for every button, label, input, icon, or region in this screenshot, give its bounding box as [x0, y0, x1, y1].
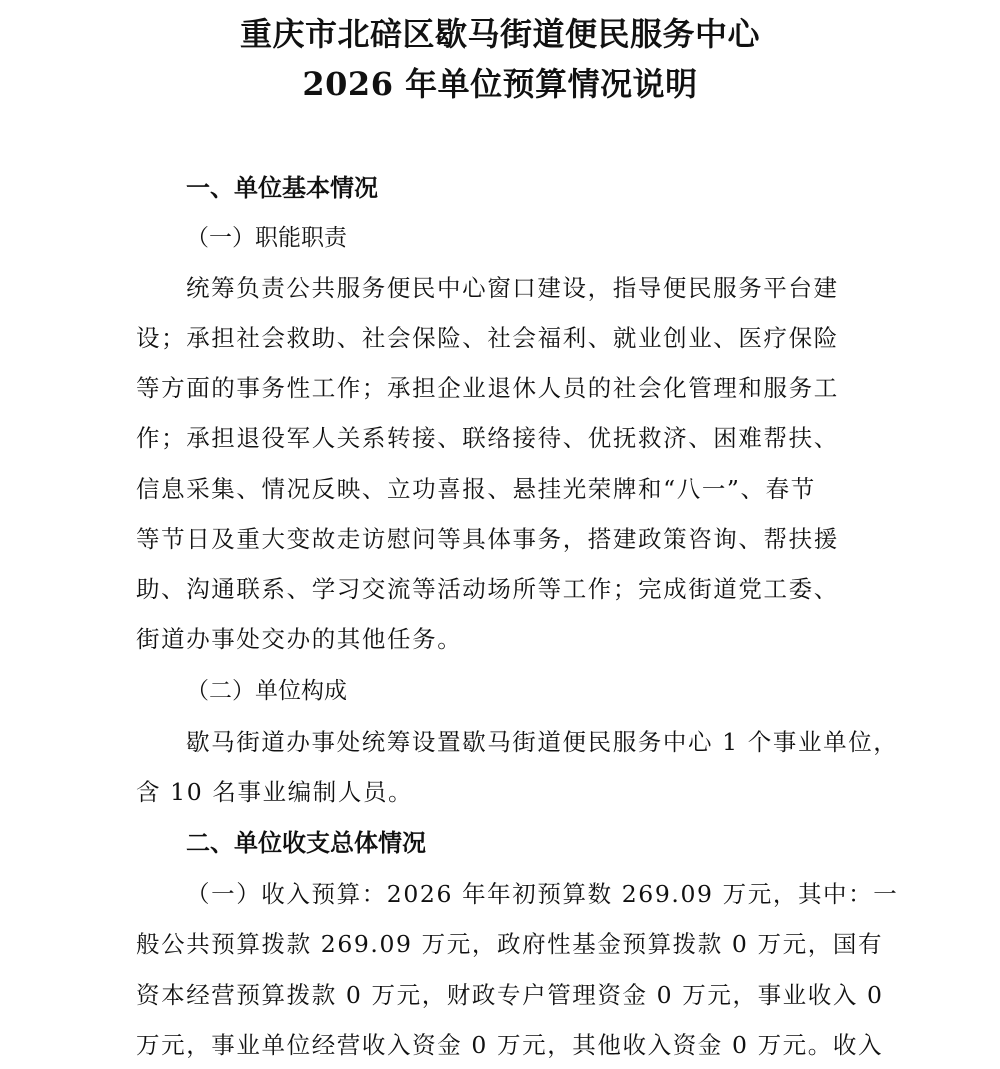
subsection-1-1-heading: （一）职能职责 [186, 225, 347, 251]
paragraph-line: 作；承担退役军人关系转接、联络接待、优抚救济、困难帮扶、 [136, 424, 839, 452]
document-title-line-1: 重庆市北碚区歇马街道便民服务中心 [239, 15, 760, 53]
section-2-heading: 二、单位收支总体情况 [186, 829, 426, 857]
paragraph-line: 资本经营预算拨款 0 万元，财政专户管理资金 0 万元，事业收入 0 [136, 981, 884, 1009]
paragraph-line: 统筹负责公共服务便民中心窗口建设，指导便民服务平台建 [186, 274, 839, 302]
paragraph-line: 等节日及重大变故走访慰问等具体事务，搭建政策咨询、帮扶援 [136, 525, 839, 553]
paragraph-line: 设；承担社会救助、社会保险、社会福利、就业创业、医疗保险 [136, 324, 839, 352]
section-1-heading: 一、单位基本情况 [186, 174, 378, 202]
paragraph-line: 含 10 名事业编制人员。 [136, 778, 414, 806]
paragraph-line: 助、沟通联系、学习交流等活动场所等工作；完成街道党工委、 [136, 575, 839, 603]
paragraph-line: 街道办事处交办的其他任务。 [136, 625, 463, 653]
paragraph-line: 等方面的事务性工作；承担企业退休人员的社会化管理和服务工 [136, 374, 839, 402]
paragraph-line: 歇马街道办事处统筹设置歇马街道便民服务中心 1 个事业单位， [186, 728, 899, 756]
document-title-line-2: 2026 年单位预算情况说明 [302, 65, 698, 103]
paragraph-line: 信息采集、情况反映、立功喜报、悬挂光荣牌和“八一”、春节 [136, 475, 816, 503]
paragraph-line: 万元，事业单位经营收入资金 0 万元，其他收入资金 0 万元。收入 [136, 1031, 884, 1059]
paragraph-line: （一）收入预算：2026 年年初预算数 269.09 万元，其中：一 [186, 880, 899, 908]
paragraph-line: 般公共预算拨款 269.09 万元，政府性基金预算拨款 0 万元，国有 [136, 930, 884, 958]
subsection-1-2-heading: （二）单位构成 [186, 678, 347, 704]
